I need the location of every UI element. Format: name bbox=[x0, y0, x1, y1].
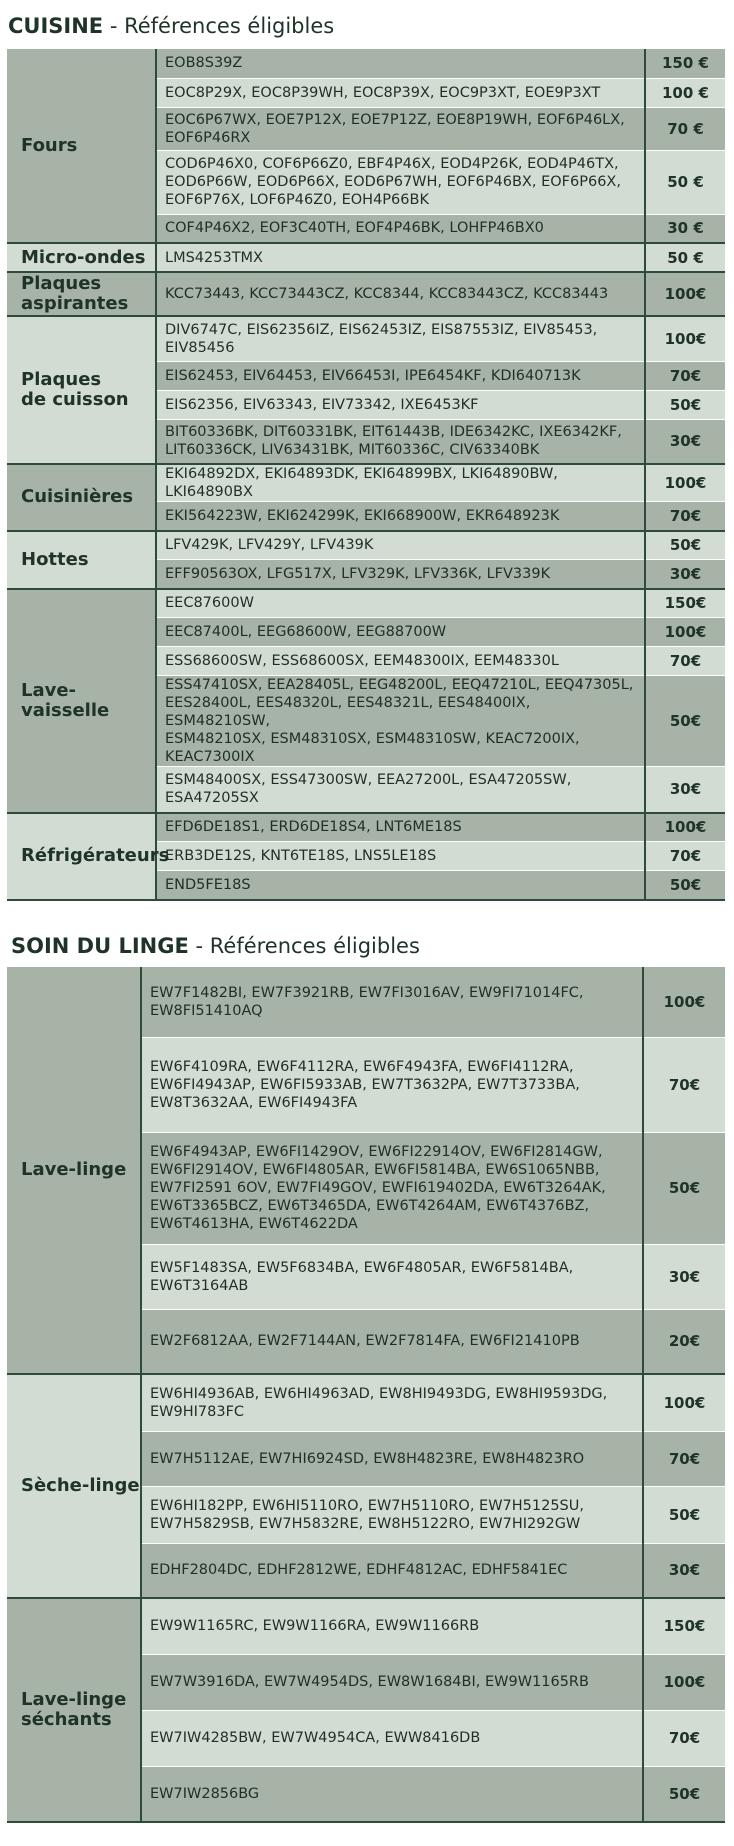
amount: 50 € bbox=[645, 243, 725, 272]
reference-list: ESS47410SX, EEA28405L, EEG48200L, EEQ47210L, EEQ47305L, EES28400L, EES48320L, EES48321L, EES48400IX, ESM48210SW, ESM48210SX, ESM48310SX, ESM48310SW, KEAC7200IX, KEAC7300IX bbox=[156, 676, 645, 767]
reference-list: COF4P46X2, EOF3C40TH, EOF4P46BK, LOHFP46BX0 bbox=[156, 214, 645, 243]
amount: 100 € bbox=[645, 78, 725, 107]
category-label: Lave-vaisselle bbox=[7, 589, 156, 813]
amount: 150€ bbox=[643, 1598, 725, 1654]
amount: 70€ bbox=[643, 1431, 725, 1486]
amount: 70 € bbox=[645, 107, 725, 150]
category-label: Plaques aspirantes bbox=[7, 272, 156, 316]
amount: 20€ bbox=[643, 1309, 725, 1374]
amount: 150€ bbox=[645, 589, 725, 618]
category-label: Hottes bbox=[7, 531, 156, 589]
linge-title-rest: - Références éligibles bbox=[188, 934, 420, 958]
reference-list: EOB8S39Z bbox=[156, 49, 645, 78]
reference-list: EW2F6812AA, EW2F7144AN, EW2F7814FA, EW6FI21410PB bbox=[141, 1309, 643, 1374]
reference-list: COD6P46X0, COF6P66Z0, EBF4P46X, EOD4P26K, EOD4P46TX, EOD6P66W, EOD6P66X, EOD6P67WH, EOF6P46BX, EOF6P66X, EOF6P76X, LOF6P46Z0, EOH4P66BK bbox=[156, 150, 645, 214]
reference-list: EW6HI4936AB, EW6HI4963AD, EW8HI9493DG, EW8HI9593DG, EW9HI783FC bbox=[141, 1374, 643, 1431]
table-row bbox=[7, 813, 725, 842]
reference-list: EFD6DE18S1, ERD6DE18S4, LNT6ME18S bbox=[156, 813, 645, 842]
reference-list: LFV429K, LFV429Y, LFV439K bbox=[156, 531, 645, 560]
reference-list: EOC8P29X, EOC8P39WH, EOC8P39X, EOC9P3XT, EOE9P3XT bbox=[156, 78, 645, 107]
linge-title bbox=[11, 934, 420, 958]
table-row bbox=[7, 464, 725, 502]
amount: 30€ bbox=[643, 1543, 725, 1598]
reference-list: EW7IW2856BG bbox=[141, 1766, 643, 1822]
amount: 100€ bbox=[645, 316, 725, 361]
reference-list: END5FE18S bbox=[156, 871, 645, 900]
amount: 150 € bbox=[645, 49, 725, 78]
table-row bbox=[7, 1598, 725, 1654]
category-label: Plaques de cuisson bbox=[7, 316, 156, 464]
amount: 100€ bbox=[643, 1374, 725, 1431]
amount: 50€ bbox=[645, 531, 725, 560]
table-row bbox=[7, 49, 725, 78]
amount: 70€ bbox=[645, 361, 725, 390]
amount: 100€ bbox=[643, 967, 725, 1037]
amount: 30€ bbox=[645, 419, 725, 464]
reference-list: EW7H5112AE, EW7HI6924SD, EW8H4823RE, EW8H4823RO bbox=[141, 1431, 643, 1486]
reference-list: EW6F4943AP, EW6FI1429OV, EW6FI22914OV, EW6FI2814GW, EW6FI2914OV, EW6FI4805AR, EW6FI5814BA, EW6S1065NBB, EW7FI2591 6OV, EW7FI49GOV, EWFI619402DA, EW6T3264AK, EW6T3365BCZ, EW6T3465DA, EW6T4264AM, EW6T4376BZ, EW6T4613HA, EW6T4622DA bbox=[141, 1132, 643, 1244]
amount: 30€ bbox=[645, 767, 725, 813]
amount: 30€ bbox=[645, 560, 725, 589]
cuisine-title-rest: - Références éligibles bbox=[103, 14, 335, 38]
reference-list: EIS62453, EIV64453, EIV66453I, IPE6454KF, KDI640713K bbox=[156, 361, 645, 390]
category-label: Cuisinières bbox=[7, 464, 156, 531]
amount: 50€ bbox=[645, 676, 725, 767]
cuisine-title-main: CUISINE bbox=[8, 14, 104, 38]
reference-list: EKI564223W, EKI624299K, EKI668900W, EKR648923K bbox=[156, 502, 645, 531]
amount: 50€ bbox=[643, 1132, 725, 1244]
reference-list: EW6HI182PP, EW6HI5110RO, EW7H5110RO, EW7H5125SU, EW7H5829SB, EW7H5832RE, EW8H5122RO, EW7HI292GW bbox=[141, 1486, 643, 1543]
category-label: Micro-ondes bbox=[7, 243, 156, 272]
reference-list: LMS4253TMX bbox=[156, 243, 645, 272]
reference-list: EEC87600W bbox=[156, 589, 645, 618]
linge-title-main: SOIN DU LINGE bbox=[11, 934, 189, 958]
amount: 100€ bbox=[643, 1654, 725, 1710]
reference-list: EW7IW4285BW, EW7W4954CA, EWW8416DB bbox=[141, 1710, 643, 1766]
reference-list: EFF90563OX, LFG517X, LFV329K, LFV336K, LFV339K bbox=[156, 560, 645, 589]
reference-list: BIT60336BK, DIT60331BK, EIT61443B, IDE6342KC, IXE6342KF, LIT60336CK, LIV63431BK, MIT60336C, CIV63340BK bbox=[156, 419, 645, 464]
reference-list: EKI64892DX, EKI64893DK, EKI64899BX, LKI64890BW, LKI64890BX bbox=[156, 464, 645, 502]
amount: 50€ bbox=[645, 871, 725, 900]
category-label: Lave-linge bbox=[7, 967, 141, 1374]
reference-list: EW6F4109RA, EW6F4112RA, EW6F4943FA, EW6FI4112RA, EW6FI4943AP, EW6FI5933AB, EW7T3632PA, EW7T3733BA, EW8T3632AA, EW6FI4943FA bbox=[141, 1037, 643, 1132]
table-row bbox=[7, 589, 725, 618]
table-row bbox=[7, 272, 725, 316]
amount: 70€ bbox=[645, 502, 725, 531]
table-row bbox=[7, 243, 725, 272]
category-label: Réfrigérateurs bbox=[7, 813, 156, 900]
amount: 50€ bbox=[643, 1486, 725, 1543]
reference-list: EEC87400L, EEG68600W, EEG88700W bbox=[156, 618, 645, 647]
amount: 50 € bbox=[645, 150, 725, 214]
reference-list: EW7W3916DA, EW7W4954DS, EW8W1684BI, EW9W1165RB bbox=[141, 1654, 643, 1710]
linge-table bbox=[7, 967, 725, 1823]
reference-list: ESM48400SX, ESS47300SW, EEA27200L, ESA47205SW, ESA47205SX bbox=[156, 767, 645, 813]
amount: 100€ bbox=[645, 464, 725, 502]
amount: 70€ bbox=[643, 1710, 725, 1766]
reference-list: DIV6747C, EIS62356IZ, EIS62453IZ, EIS87553IZ, EIV85453, EIV85456 bbox=[156, 316, 645, 361]
category-label: Sèche-linge bbox=[7, 1374, 141, 1598]
amount: 50€ bbox=[645, 390, 725, 419]
cuisine-table bbox=[7, 49, 725, 901]
category-label: Lave-linge séchants bbox=[7, 1598, 141, 1822]
amount: 70€ bbox=[645, 647, 725, 676]
amount: 100€ bbox=[645, 618, 725, 647]
amount: 100€ bbox=[645, 813, 725, 842]
table-row bbox=[7, 1374, 725, 1431]
reference-list: EW9W1165RC, EW9W1166RA, EW9W1166RB bbox=[141, 1598, 643, 1654]
amount: 30€ bbox=[643, 1244, 725, 1309]
reference-list: EW5F1483SA, EW5F6834BA, EW6F4805AR, EW6F5814BA, EW6T3164AB bbox=[141, 1244, 643, 1309]
table-row bbox=[7, 531, 725, 560]
amount: 30 € bbox=[645, 214, 725, 243]
reference-list: EIS62356, EIV63343, EIV73342, IXE6453KF bbox=[156, 390, 645, 419]
amount: 100€ bbox=[645, 272, 725, 316]
reference-list: EW7F1482BI, EW7F3921RB, EW7FI3016AV, EW9FI71014FC, EW8FI51410AQ bbox=[141, 967, 643, 1037]
reference-list: ESS68600SW, ESS68600SX, EEM48300IX, EEM48330L bbox=[156, 647, 645, 676]
table-row bbox=[7, 967, 725, 1037]
category-label: Fours bbox=[7, 49, 156, 243]
amount: 50€ bbox=[643, 1766, 725, 1822]
reference-list: KCC73443, KCC73443CZ, KCC8344, KCC83443CZ, KCC83443 bbox=[156, 272, 645, 316]
table-row bbox=[7, 316, 725, 361]
reference-list: ERB3DE12S, KNT6TE18S, LNS5LE18S bbox=[156, 842, 645, 871]
amount: 70€ bbox=[643, 1037, 725, 1132]
reference-list: EDHF2804DC, EDHF2812WE, EDHF4812AC, EDHF5841EC bbox=[141, 1543, 643, 1598]
reference-list: EOC6P67WX, EOE7P12X, EOE7P12Z, EOE8P19WH, EOF6P46LX, EOF6P46RX bbox=[156, 107, 645, 150]
amount: 70€ bbox=[645, 842, 725, 871]
cuisine-title bbox=[8, 14, 334, 38]
